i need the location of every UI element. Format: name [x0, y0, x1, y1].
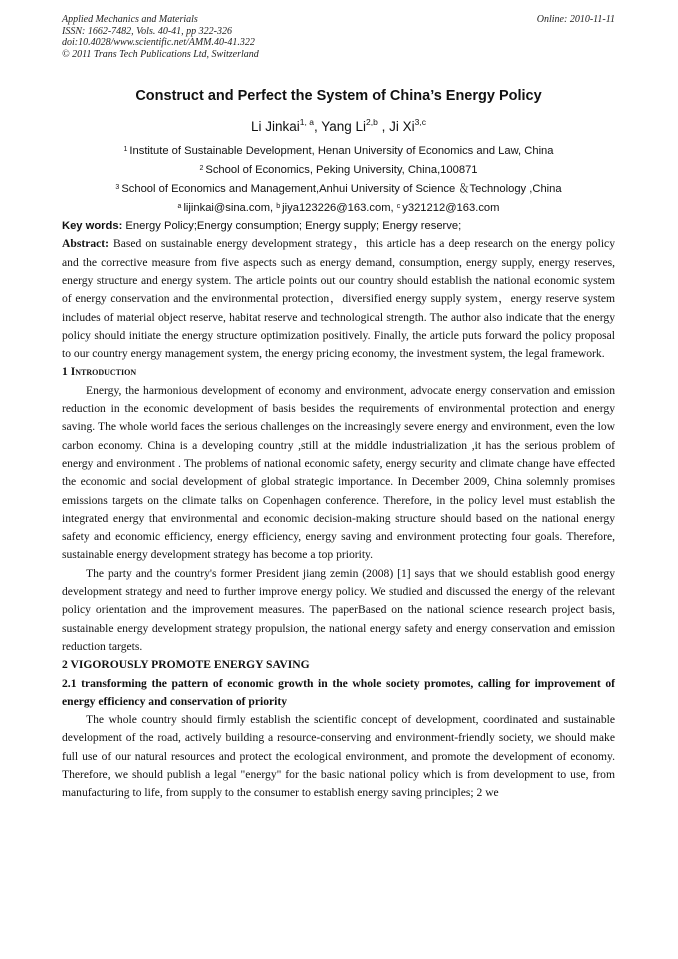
affiliation-mark: 2 — [199, 165, 204, 173]
email-address: lijinkai@sina.com, — [183, 202, 274, 215]
section-heading: 2 VIGOROUSLY PROMOTE ENERGY SAVING — [62, 658, 310, 672]
author-name: Yang Li — [321, 119, 367, 135]
journal-header — [62, 14, 615, 60]
abstract-label: Abstract: — [62, 237, 110, 251]
journal-name: Applied Mechanics and Materials — [62, 14, 198, 25]
abstract-text: Based on sustainable energy development strategy，this article has a deep research on the energy policy and the corrective measure from five aspects such as energy demand, consumption, energy supply, energy reserves, energy structure and energy system. The article points out our country should establish the national economic system of energy conservation and the environmental protection，diversified energy supply system，energy reserve system includes of material object reserve, habitat reserve and technological strength. The author also indicate that the energy policy should initiate the energy structure optimization positively. Finally, the article puts forward the policy proposal to our country energy management system, the energy pricing economy, the investment system, the legal framework. — [62, 237, 615, 361]
author-affil-mark: 3,c — [414, 117, 426, 128]
paper-page — [62, 14, 615, 803]
section-body — [62, 382, 615, 656]
section-title: Introduction — [70, 365, 137, 379]
email-mark: c — [396, 203, 401, 211]
author-list: Li Jinkai$^{1, a}$, Yang Li$^{2,b}$ , Ji Xi$^{3,c}$ — [251, 117, 426, 135]
author-name: Li Jinkai — [251, 119, 300, 135]
email-mark: a — [177, 203, 182, 211]
subsection-heading: 2.1 transforming the pattern of economic growth in the whole society promotes, calling for improvement of energy efficiency and conservation of priority — [62, 676, 615, 708]
paragraph: Energy, the harmonious development of economy and environment, advocate energy conservation and emission reduction in the economic development of basis besides the requirements of environmental protection and energy saving. The whole world faces the serious challenges on the increasingly severe energy and environment, even the low carbon economy. China is a developing country ,still at the middle industrialization ,it has the serious problem of energy and environment . The problems of national economic safety, energy security and climate change have effected the economic and social development of global strategic importance. In December 2009, China solemnly promises emissions targets on the climate talks on Copenhagen conference. Therefore, in the policy level must establish the integrated energy that environmental and economic decision-making structure should based on the national energy safety and economic efficiency, energy efficiency, energy saving and environment protecting four goals. Therefore, sustainable energy development strategy has become a top priority. — [62, 383, 615, 562]
paragraph: The party and the country's former President jiang zemin (2008) [1] says that we should establish good energy development strategy and need to further improve energy policy. We studied and discussed the energy of the relevant policy orientation and the improvement measures. The paperBased on the national science research project basis, sustainable energy development strategy propulsion, the national energy safety and energy conservation and emission reduction targets. — [62, 566, 615, 653]
affiliation-line — [62, 142, 615, 161]
affiliation-mark: 1 — [123, 146, 128, 154]
abstract — [62, 235, 615, 363]
doi-line: doi:10.4028/www.scientific.net/AMM.40-41.322 — [62, 37, 255, 49]
email-address: jiya123226@163.com, — [282, 202, 394, 215]
section-body — [62, 711, 615, 802]
affiliation-line — [62, 180, 615, 199]
keywords — [62, 218, 615, 235]
email-mark: b — [276, 203, 281, 211]
keywords-label: Key words: — [62, 220, 123, 233]
email-line — [62, 199, 615, 218]
author-affil-mark: 2,b — [366, 117, 378, 128]
affiliation-text: School of Economics, Peking University, China,100871 — [205, 164, 478, 177]
keywords-text: Energy Policy;Energy consumption; Energy supply; Energy reserve; — [125, 220, 462, 233]
affiliation-text: Institute of Sustainable Development, Henan University of Economics and Law, China — [129, 145, 554, 158]
section-number: 1 — [62, 365, 68, 379]
author-affil-mark: 1, a — [299, 117, 314, 128]
email-address: y321212@163.com — [402, 202, 500, 215]
online-date: Online: 2010-11-11 — [536, 14, 615, 25]
affiliations — [62, 142, 615, 218]
section-heading — [62, 363, 615, 381]
affiliation-mark: 3 — [115, 184, 120, 192]
paper-title: Construct and Perfect the System of China’s Energy Policy — [135, 88, 542, 105]
affiliation-text: School of Economics and Management,Anhui University of Science ＆Technology ,China — [121, 183, 562, 196]
issn-line: ISSN: 1662-7482, Vols. 40-41, pp 322-326 — [62, 25, 232, 37]
author-name: Ji Xi — [389, 119, 415, 135]
affiliation-line — [62, 161, 615, 180]
paragraph: The whole country should firmly establish the scientific concept of development, coordinated and sustainable development of the road, actively building a resource-conserving and environment-friendly society, we should make full use of our natural resources and protect the ecological environment, and promote the development of economy. Therefore, we should publish a legal "energy" for the basic national policy which is from development to use, from manufacturing to life, from supply to the consumer to establish energy saving principles; 2 we — [62, 713, 615, 800]
copyright-line: © 2011 Trans Tech Publications Ltd, Switzerland — [62, 48, 259, 60]
